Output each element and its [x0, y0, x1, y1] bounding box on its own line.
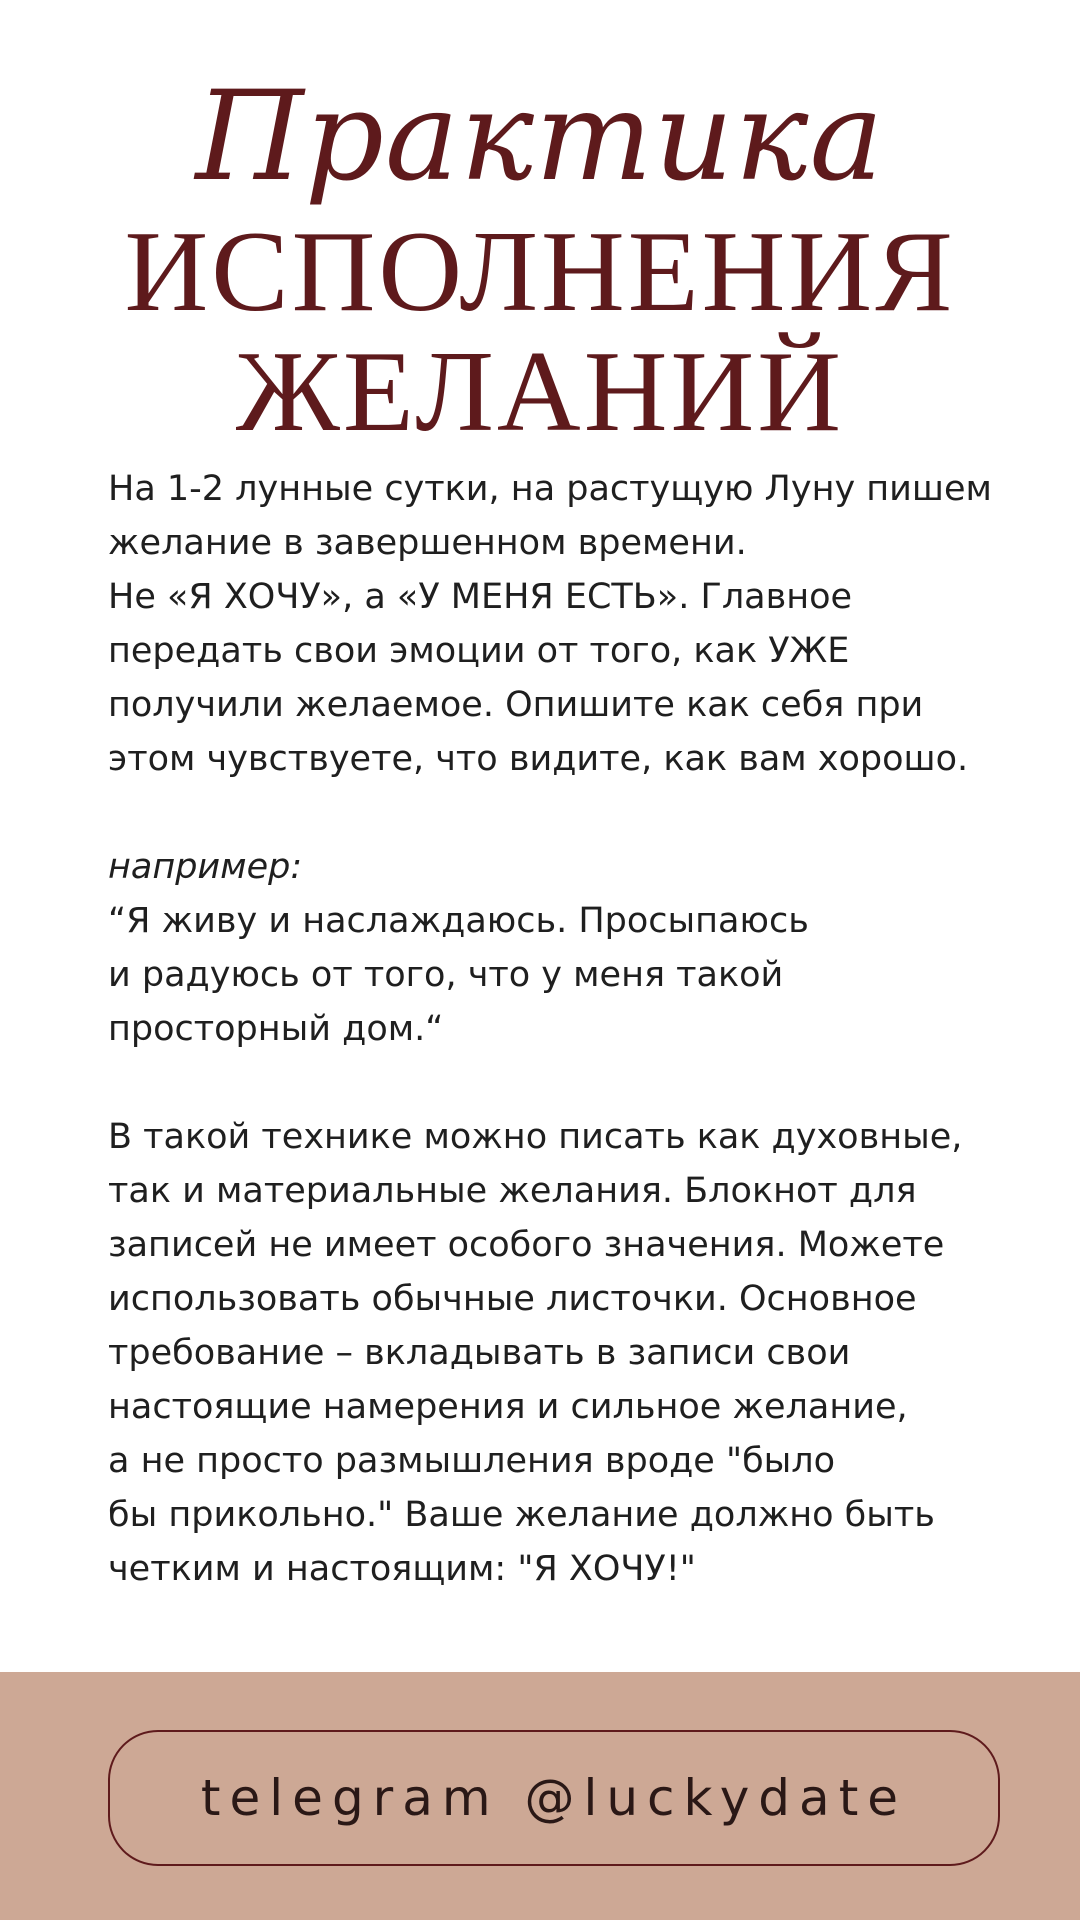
paragraph-gap: [108, 1056, 1028, 1110]
footer-band: [0, 1672, 1080, 1920]
intro-line: желание в завершенном времени.: [108, 523, 747, 563]
title-caps: [0, 208, 1080, 456]
technique-line: бы прикольно." Ваше желание должно быть: [108, 1495, 935, 1535]
intro-line: передать свои эмоции от того, как УЖЕ: [108, 631, 850, 671]
technique-line: четким и настоящим: "Я ХОЧУ!": [108, 1549, 696, 1589]
example-label: например:: [108, 847, 303, 887]
intro-line: этом чувствуете, что видите, как вам хорошо.: [108, 739, 969, 779]
title-caps-line-2: ЖЕЛАНИЙ: [235, 328, 845, 456]
technique-line: требование – вкладывать в записи свои: [108, 1333, 851, 1373]
example-line: и радуюсь от того, что у меня такой: [108, 955, 784, 995]
technique-line: записей не имеет особого значения. Можете: [108, 1225, 945, 1265]
technique-line: так и материальные желания. Блокнот для: [108, 1171, 917, 1211]
technique-line: а не просто размышления вроде "было: [108, 1441, 836, 1481]
technique-line: использовать обычные листочки. Основное: [108, 1279, 917, 1319]
telegram-link-button[interactable]: telegram @luckydate: [108, 1730, 1000, 1866]
example-line: просторный дом.“: [108, 1009, 444, 1049]
technique-line: настоящие намерения и сильное желание,: [108, 1387, 908, 1427]
paragraph-gap: [108, 786, 1028, 840]
intro-line: Не «Я ХОЧУ», а «У МЕНЯ ЕСТЬ». Главное: [108, 577, 853, 617]
intro-line: получили желаемое. Опишите как себя при: [108, 685, 924, 725]
technique-line: В такой технике можно писать как духовные,: [108, 1117, 963, 1157]
intro-line: На 1-2 лунные сутки, на растущую Луну пишем: [108, 469, 992, 509]
title-caps-line-1: ИСПОЛНЕНИЯ: [124, 208, 956, 336]
body-text: [108, 462, 1028, 1596]
example-line: “Я живу и наслаждаюсь. Просыпаюсь: [108, 901, 809, 941]
title-script-line: Практика: [195, 65, 885, 209]
